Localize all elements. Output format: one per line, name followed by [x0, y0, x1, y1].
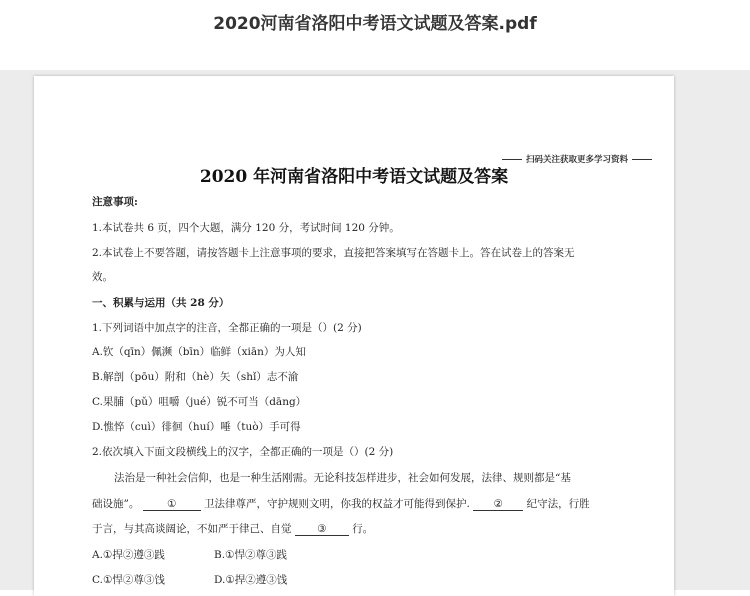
blank-2: ②	[473, 498, 523, 511]
question-2-option-b: B.①悍②尊③践	[214, 549, 287, 561]
section-1-heading: 一、积累与运用（共 28 分）	[92, 297, 230, 309]
passage-line-2	[92, 496, 590, 511]
question-1-option-b: B.解剖（pōu）附和（hè）矢（shǐ）志不渝	[92, 371, 299, 383]
question-1: 1.下列词语中加点字的注音，全都正确的一项是（）(2 分)	[92, 322, 362, 334]
passage-text: 卫法律尊严，守护规则文明，你我的权益才可能得到保护.	[204, 498, 470, 510]
passage-text: 于言，与其高谈阔论，不如严于律己、自觉	[92, 523, 292, 535]
pdf-viewer-area[interactable]	[0, 70, 750, 590]
notice-heading: 注意事项:	[92, 196, 138, 208]
question-1-option-d: D.憔悴（cuì）徘徊（huí）唾（tuò）手可得	[92, 421, 301, 433]
question-2: 2.依次填入下面文段横线上的汉字，全都正确的一项是（）(2 分)	[92, 446, 394, 458]
passage-text: 纪守法，行胜	[526, 498, 590, 510]
blank-1: ①	[143, 498, 201, 511]
header-note-text: 扫码关注获取更多学习资料	[525, 155, 628, 165]
question-2-option-c: C.①悍②尊③饯	[92, 574, 165, 586]
viewer-titlebar	[0, 0, 750, 70]
question-2-option-d: D.①捍②遵③饯	[214, 574, 288, 586]
passage-line-3	[92, 521, 373, 536]
document-title: 2020 年河南省洛阳中考语文试题及答案	[199, 167, 509, 187]
file-title: 2020河南省洛阳中考语文试题及答案.pdf	[213, 14, 537, 34]
notice-item-2-cont: 效。	[92, 271, 113, 283]
question-2-option-a: A.①捍②遵③践	[92, 549, 165, 561]
blank-3: ③	[295, 523, 349, 536]
question-1-option-c: C.果脯（pǔ）咀嚼（jué）锐不可当（dāng）	[92, 396, 307, 408]
passage-text: 础设施”。	[92, 498, 140, 510]
header-rule-left	[502, 159, 522, 160]
pdf-page	[34, 76, 674, 596]
notice-item-1: 1.本试卷共 6 页，四个大题，满分 120 分，考试时间 120 分钟。	[92, 222, 400, 234]
header-rule-right	[632, 159, 652, 160]
passage-line-1: 法治是一种社会信仰，也是一种生活刚需。无论科技怎样进步，社会如何发展，法律、规则都是“基	[114, 472, 571, 484]
question-1-option-a: A.钦（qīn）佩濒（bīn）临鲜（xiān）为人知	[92, 346, 306, 358]
notice-item-2: 2.本试卷上不要答题，请按答题卡上注意事项的要求，直接把答案填写在答题卡上。答在试卷上的答案无	[92, 247, 575, 259]
passage-text: 行。	[352, 523, 374, 535]
